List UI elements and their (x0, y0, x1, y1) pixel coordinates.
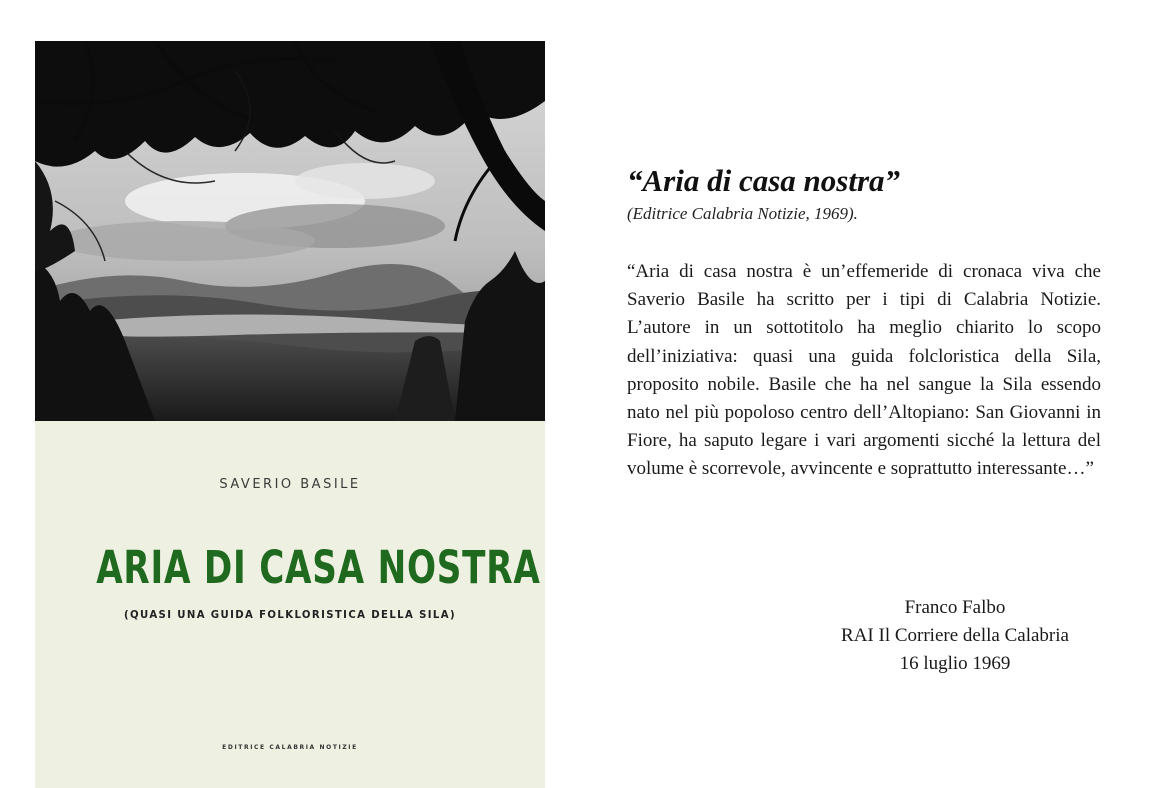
cover-title: ARIA DI CASA NOSTRA (96, 541, 541, 594)
cover-subtitle: (QUASI UNA GUIDA FOLKLORISTICA DELLA SILA) (124, 608, 456, 621)
reviewer-name: Franco Falbo (904, 597, 1006, 618)
cover-author: SAVERIO BASILE (219, 477, 361, 492)
book-edition: (Editrice Calabria Notizie, 1969). (627, 204, 858, 223)
book-title: “Aria di casa nostra” (627, 163, 901, 198)
cover-photo-sila-landscape (35, 41, 545, 421)
reviewer-outlet: RAI Il Corriere della Calabria (841, 625, 1069, 646)
cover-publisher: EDITRICE CALABRIA NOTIZIE (222, 744, 358, 751)
book-cover (35, 41, 545, 788)
review-quote: “Aria di casa nostra è un’effemeride di cronaca viva che Saverio Basile ha scritto per i tipi di Calabria Notizie. L’autore in un sottotitolo ha meglio chiarito lo scopo dell’iniziativa: quasi una guida folcloristica della Sila, proposito nobile. Basile che ha nel sangue la Sila essendo nato nel più popoloso centro dell’Altopiano: San Giovanni in Fiore, ha saputo legare i vari argomenti sicché la lettura del volume è scorrevole, avvincente e soprattutto interessante…” (627, 261, 1101, 480)
review-date: 16 luglio 1969 (899, 653, 1011, 674)
